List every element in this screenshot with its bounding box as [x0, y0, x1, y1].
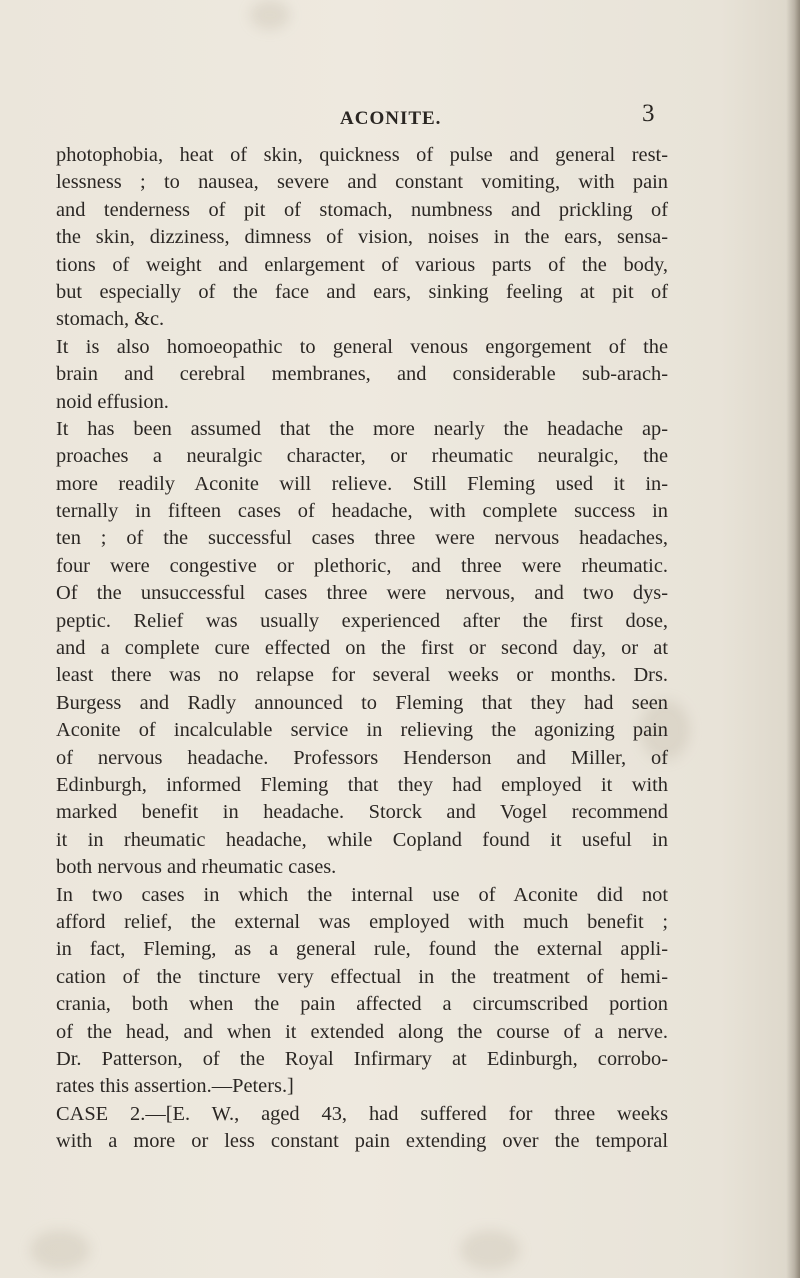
- text-line: and tenderness of pit of stomach, numbness and prickling of: [56, 198, 668, 221]
- text-line: four were congestive or plethoric, and three were rheumatic.: [56, 554, 668, 577]
- text-line: brain and cerebral membranes, and considerable sub-arach-: [56, 363, 668, 386]
- text-line: In two cases in which the internal use of Aconite did not: [56, 883, 668, 906]
- text-line: Burgess and Radly announced to Fleming that they had seen: [56, 691, 668, 714]
- paper-stain: [30, 1230, 90, 1270]
- text-line: lessness ; to nausea, severe and constant vomiting, with pain: [56, 171, 668, 194]
- text-line: peptic. Relief was usually experienced after the first dose,: [56, 609, 668, 632]
- text-line: and a complete cure effected on the first or second day, or at: [56, 637, 668, 660]
- text-line: Aconite of incalculable service in relieving the agonizing pain: [56, 719, 668, 742]
- text-line: Of the unsuccessful cases three were nervous, and two dys-: [56, 582, 668, 605]
- text-line: more readily Aconite will relieve. Still Fleming used it in-: [56, 472, 668, 495]
- text-line: tions of weight and enlargement of various parts of the body,: [56, 253, 668, 276]
- text-line: CASE 2.—[E. W., aged 43, had suffered for three weeks: [56, 1102, 668, 1125]
- text-line: Edinburgh, informed Fleming that they had employed it with: [56, 773, 668, 796]
- text-line: ten ; of the successful cases three were nervous headaches,: [56, 527, 668, 550]
- text-line: noid effusion.: [56, 390, 169, 413]
- text-line: it in rheumatic headache, while Copland found it useful in: [56, 828, 668, 851]
- text-line: both nervous and rheumatic cases.: [56, 856, 337, 879]
- text-line: photophobia, heat of skin, quickness of pulse and general rest-: [56, 144, 668, 166]
- page-number: 3: [642, 100, 655, 127]
- text-line: stomach, &c.: [56, 308, 165, 331]
- text-line: It is also homoeopathic to general venous engorgement of the: [56, 335, 668, 358]
- body-text: [56, 142, 668, 1155]
- text-line: but especially of the face and ears, sinking feeling at pit of: [56, 280, 668, 303]
- text-line: crania, both when the pain affected a circumscribed portion: [56, 993, 668, 1016]
- text-line: of the head, and when it extended along the course of a nerve.: [56, 1020, 668, 1043]
- running-title: ACONITE.: [340, 108, 442, 129]
- text-line: rates this assertion.—Peters.]: [56, 1075, 294, 1098]
- text-line: the skin, dizziness, dimness of vision, noises in the ears, sensa-: [56, 226, 668, 249]
- text-line: with a more or less constant pain extending over the temporal: [56, 1130, 668, 1153]
- text-line: It has been assumed that the more nearly the headache ap-: [56, 417, 668, 440]
- text-line: in fact, Fleming, as a general rule, found the external appli-: [56, 938, 668, 961]
- text-line: marked benefit in headache. Storck and Vogel recommend: [56, 801, 668, 824]
- page-edge-shadow: [786, 0, 800, 1278]
- paper-stain: [460, 1230, 520, 1270]
- text-line: ternally in fifteen cases of headache, with complete success in: [56, 500, 668, 523]
- text-line: cation of the tincture very effectual in the treatment of hemi-: [56, 965, 668, 988]
- text-line: proaches a neuralgic character, or rheumatic neuralgic, the: [56, 445, 668, 468]
- text-line: least there was no relapse for several weeks or months. Drs.: [56, 664, 668, 687]
- text-line: of nervous headache. Professors Henderson and Miller, of: [56, 746, 668, 769]
- paper-stain: [250, 0, 290, 30]
- text-line: Dr. Patterson, of the Royal Infirmary at Edinburgh, corrobo-: [56, 1047, 668, 1070]
- text-line: afford relief, the external was employed with much benefit ;: [56, 910, 668, 933]
